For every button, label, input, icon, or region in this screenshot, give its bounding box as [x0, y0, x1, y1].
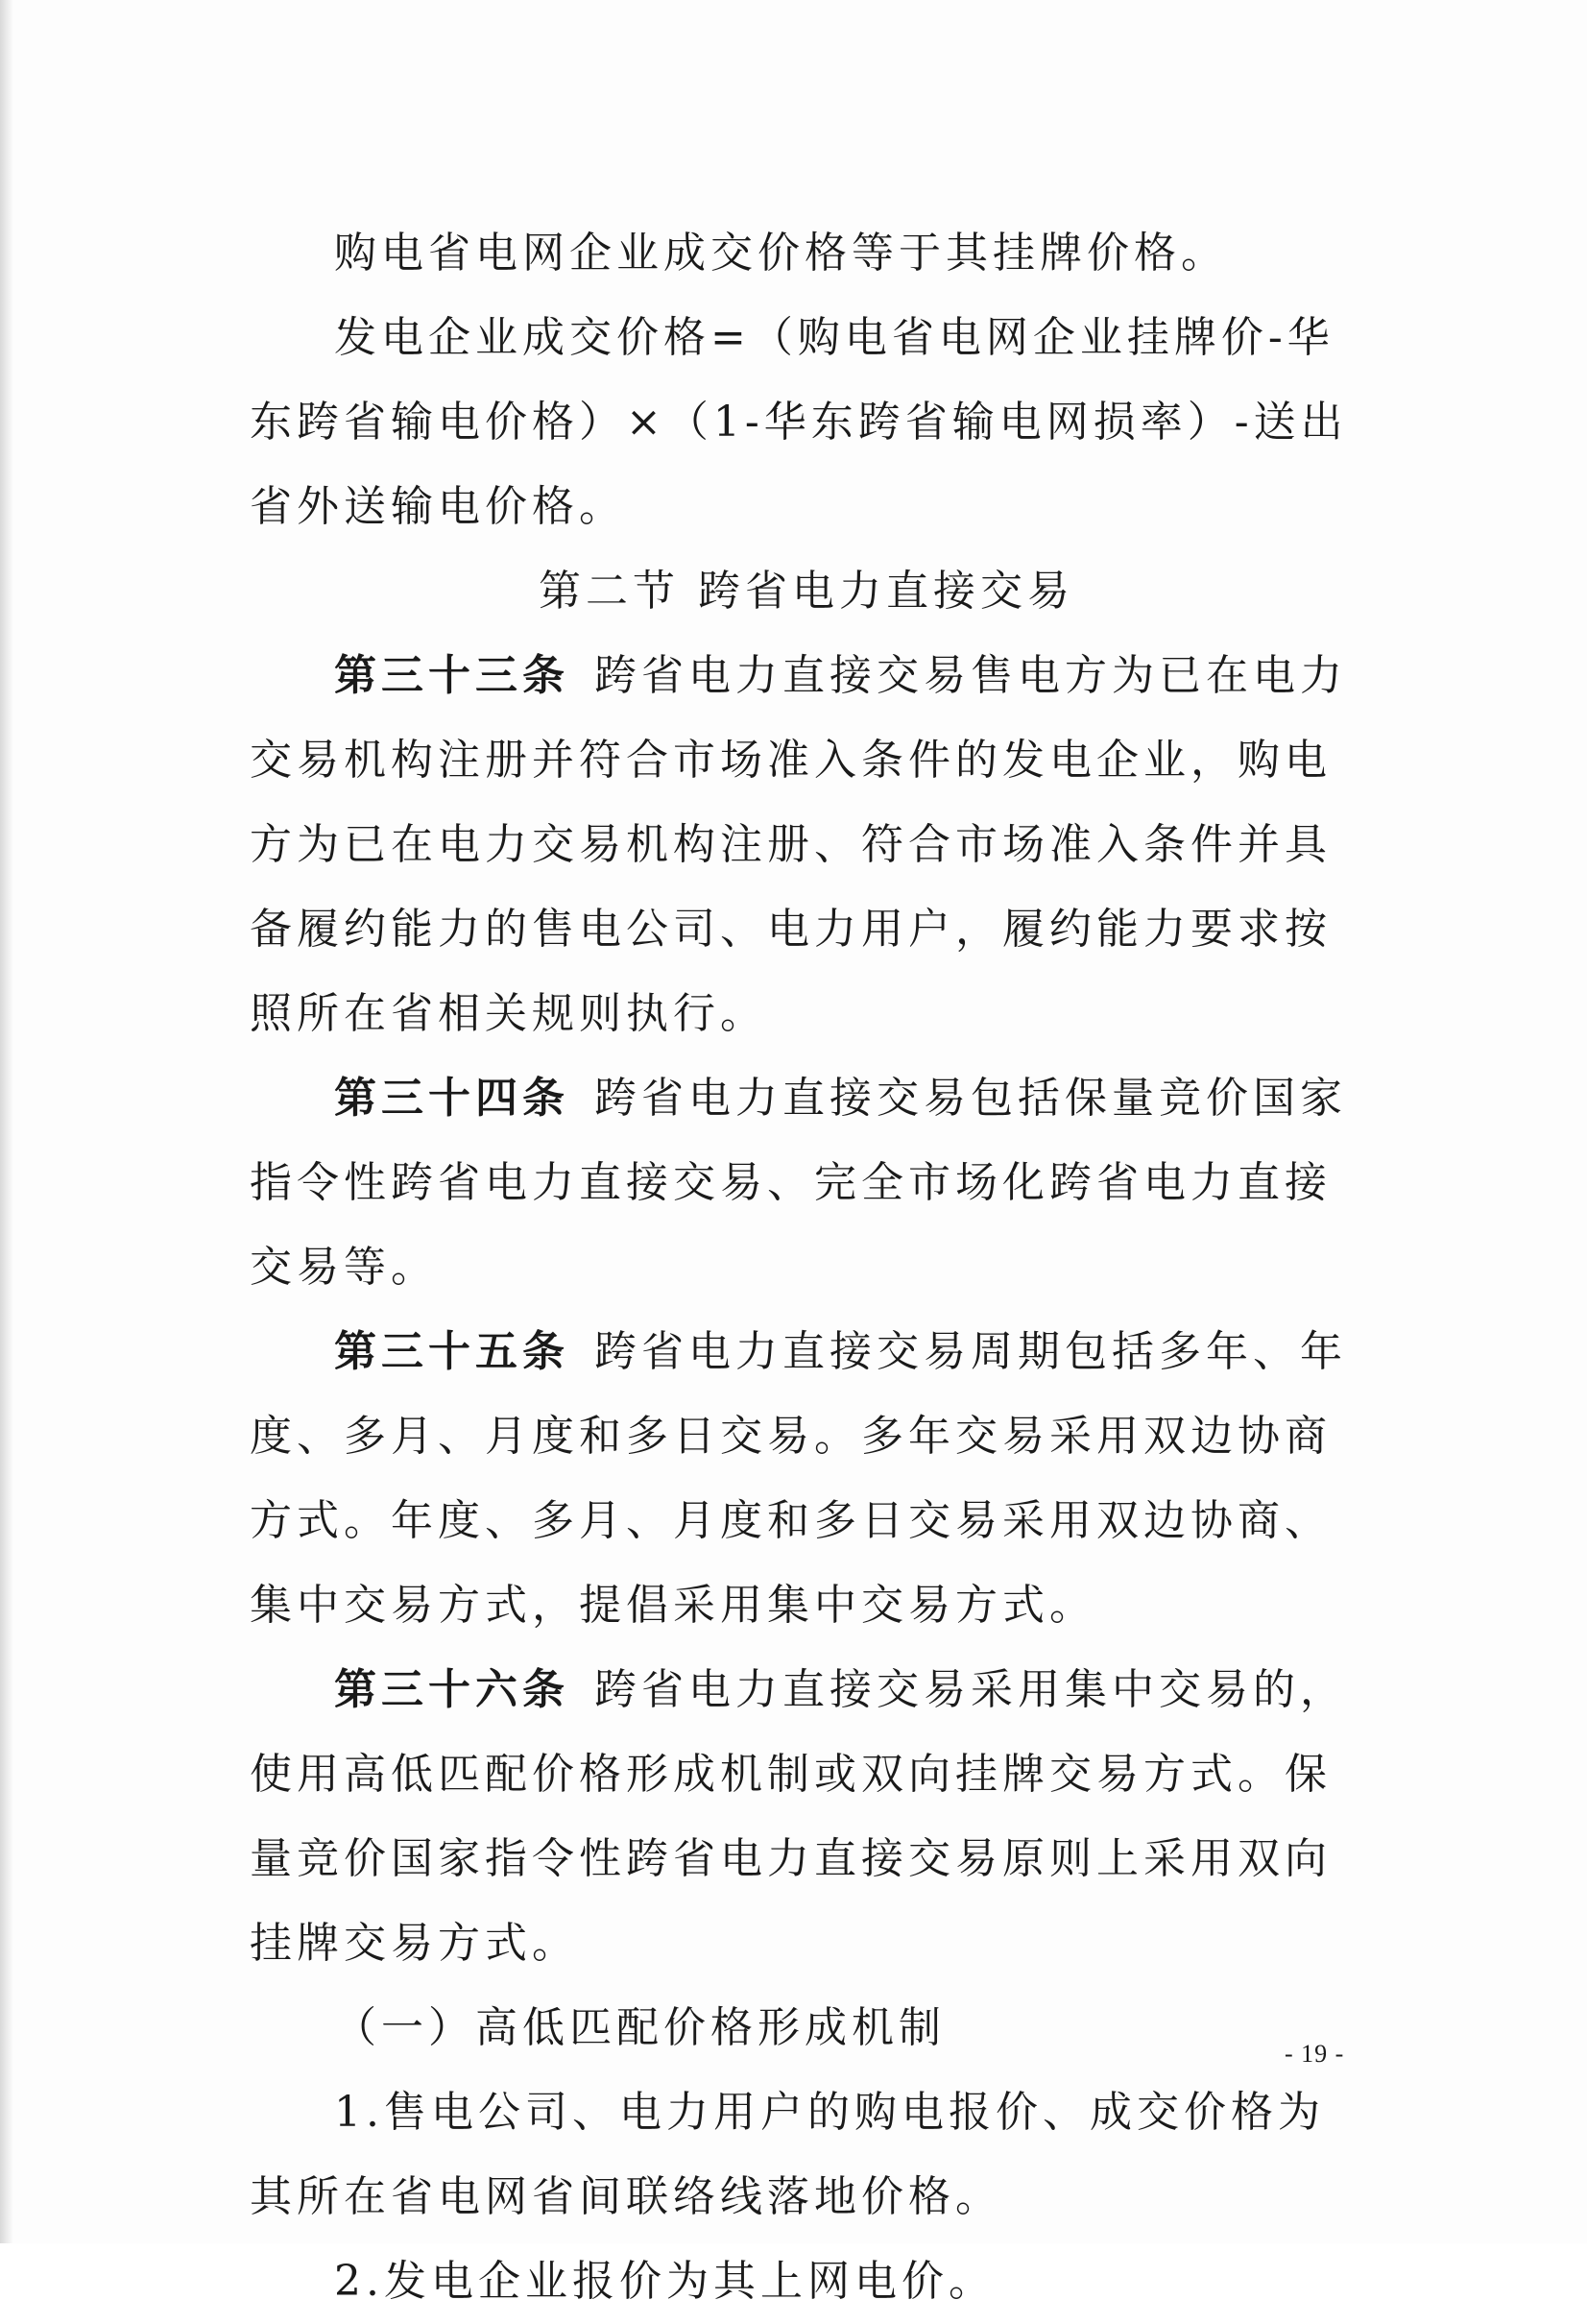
section-heading: 第二节 跨省电力直接交易 [539, 567, 1074, 616]
document-body [250, 211, 1363, 2324]
scan-edge-shadow [0, 0, 13, 2243]
article-35-heading: 第三十五条 [334, 1327, 569, 1376]
article-34-heading: 第三十四条 [334, 1074, 569, 1123]
list-item-1: 1.售电公司、电力用户的购电报价、成交价格为其所在省电网省间联络线落地价格。 [250, 2088, 1325, 2221]
list-item-2: 2.发电企业报价为其上网电价。 [334, 2257, 996, 2306]
article-36 [250, 1648, 1363, 1986]
paragraph-buyer-price: 购电省电网企业成交价格等于其挂牌价格。 [334, 229, 1228, 278]
page-number: - 19 - [1285, 2040, 1345, 2068]
paragraph-generator-price-formula: 发电企业成交价格=（购电省电网企业挂牌价-华东跨省输电价格）×（1-华东跨省输电网损率）-送出省外送输电价格。 [250, 313, 1348, 531]
article-34-text: 跨省电力直接交易包括保量竞价国家指令性跨省电力直接交易、完全市场化跨省电力直接交易等。 [250, 1074, 1347, 1292]
article-35-text: 跨省电力直接交易周期包括多年、年度、多月、月度和多日交易。多年交易采用双边协商方式。年度、多月、月度和多日交易采用双边协商、集中交易方式，提倡采用集中交易方式。 [250, 1327, 1347, 1630]
article-34 [250, 1056, 1363, 1310]
article-33 [250, 634, 1363, 1056]
article-36-heading: 第三十六条 [334, 1665, 569, 1714]
article-36-text: 跨省电力直接交易采用集中交易的，使用高低匹配价格形成机制或双向挂牌交易方式。保量竞价国家指令性跨省电力直接交易原则上采用双向挂牌交易方式。 [250, 1665, 1347, 1968]
article-33-heading: 第三十三条 [334, 651, 569, 700]
article-33-text: 跨省电力直接交易售电方为已在电力交易机构注册并符合市场准入条件的发电企业，购电方为已在电力交易机构注册、符合市场准入条件并具备履约能力的售电公司、电力用户，履约能力要求按照所在省相关规则执行。 [250, 651, 1347, 1038]
subsection-heading: （一）高低匹配价格形成机制 [334, 2003, 946, 2052]
article-35 [250, 1310, 1363, 1648]
